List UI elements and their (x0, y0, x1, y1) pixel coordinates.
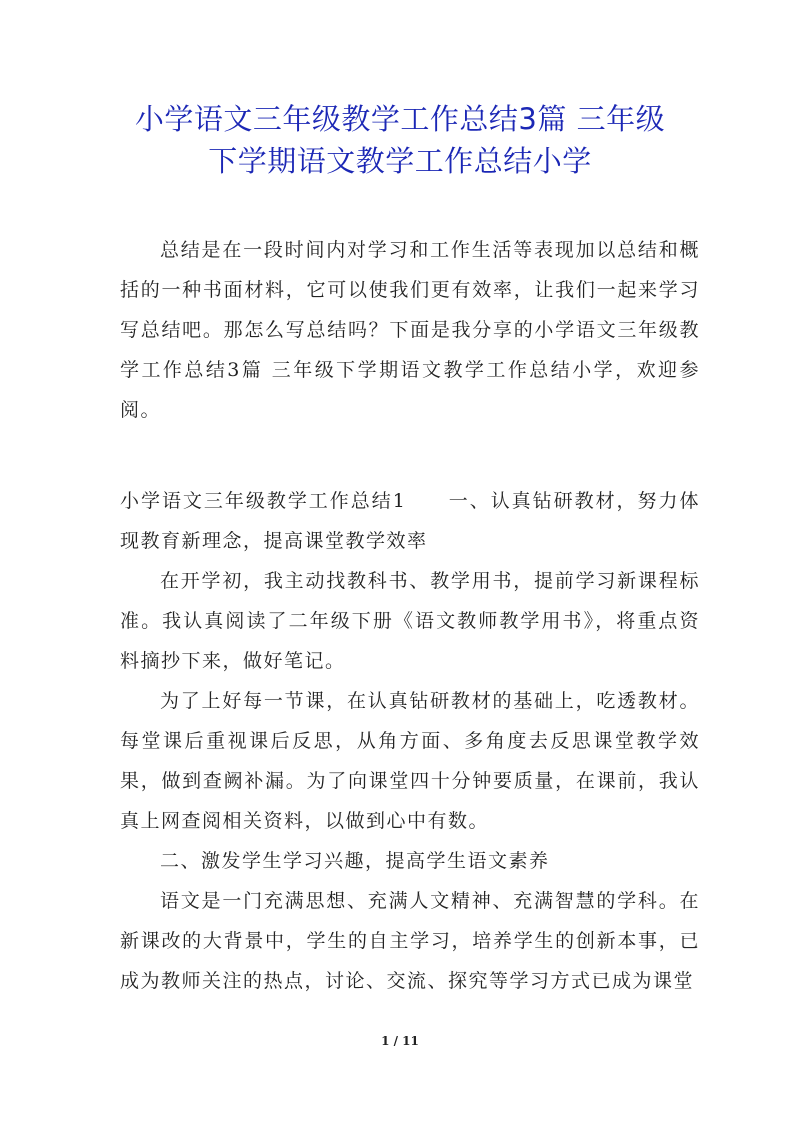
paragraph-2: 为了上好每一节课，在认真钻研教材的基础上，吃透教材。每堂课后重视课后反思，从角方面、多角度去反思课堂教学效果，做到查阙补漏。为了向课堂四十分钟要质量，在课前，我认真上网查阅相关资料，以做到心中有数。 (120, 690, 700, 832)
intro-block (120, 230, 700, 430)
intro-paragraph: 总结是在一段时间内对学习和工作生活等表现加以总结和概括的一种书面材料，它可以使我们更有效率，让我们一起来学习写总结吧。那怎么写总结吗？下面是我分享的小学语文三年级教学工作总结3篇 三年级下学期语文教学工作总结小学，欢迎参阅。 (120, 239, 700, 421)
page-number: 1 / 11 (381, 1034, 419, 1048)
main-content (120, 481, 700, 1001)
section-1-heading: 小学语文三年级教学工作总结1 一、认真钻研教材，努力体现教育新理念，提高课堂教学效率 (120, 490, 700, 552)
title-line-2: 下学期语文教学工作总结小学 (208, 144, 592, 178)
paragraph-1: 在开学初，我主动找教科书、教学用书，提前学习新课程标准。我认真阅读了二年级下册《语文教师教学用书》，将重点资料摘抄下来，做好笔记。 (120, 570, 700, 672)
paragraph-3: 语文是一门充满思想、充满人文精神、充满智慧的学科。在新课改的大背景中，学生的自主学习，培养学生的创新本事，已成为教师关注的热点，讨论、交流、探究等学习方式已成为课堂 (120, 890, 700, 992)
title-line-1: 小学语文三年级教学工作总结3篇 三年级 (134, 102, 666, 136)
section-2-heading: 二、激发学生学习兴趣，提高学生语文素养 (160, 850, 550, 872)
document-title (100, 98, 700, 182)
